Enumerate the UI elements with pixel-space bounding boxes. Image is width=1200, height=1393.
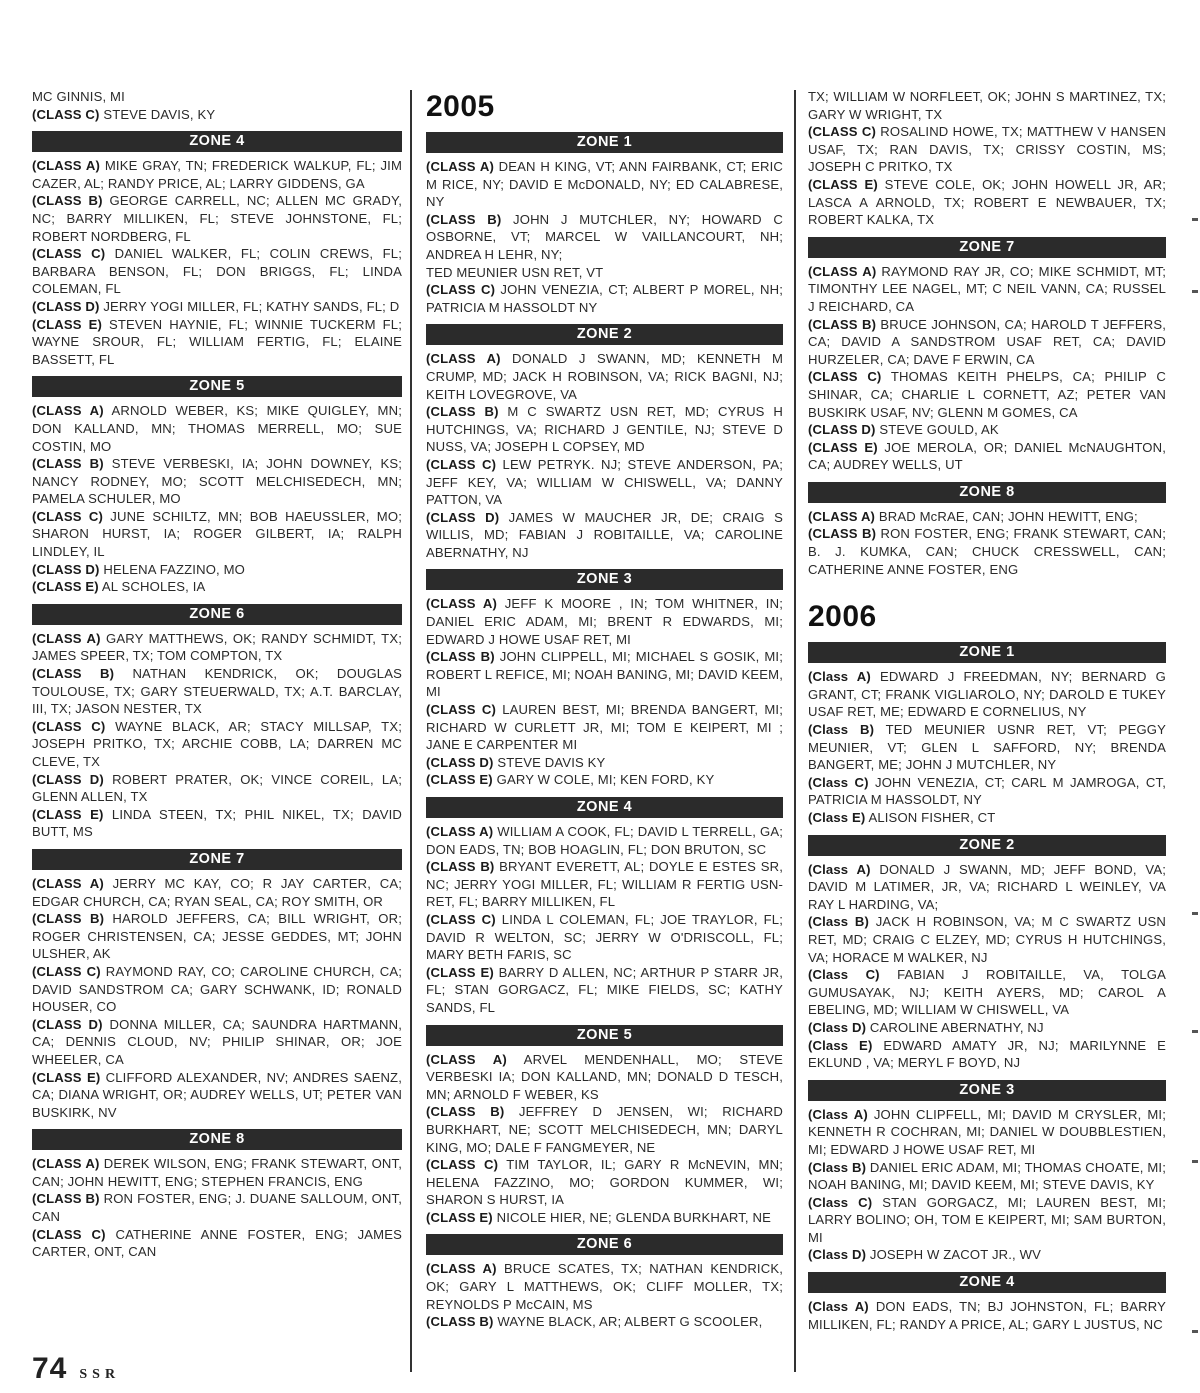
entry-text: DANIEL WALKER, FL; COLIN CREWS, FL; BARBARA BENSON, FL; DON BRIGGS, FL; LINDA COLEMAN, FL — [32, 246, 402, 297]
class-label: (Class E) — [808, 1037, 873, 1053]
zone-entries — [808, 1106, 1166, 1264]
entry — [426, 456, 783, 509]
class-label: (CLASS B) — [808, 316, 877, 332]
entry-text: TX; WILLIAM W NORFLEET, OK; JOHN S MARTINEZ, TX; GARY W WRIGHT, TX — [808, 89, 1166, 122]
class-label: (CLASS E) — [32, 806, 104, 822]
class-label: (CLASS C) — [32, 246, 106, 262]
scan-edge-mark — [1192, 290, 1198, 293]
zone-heading: ZONE 6 — [426, 1234, 783, 1255]
class-label: (Class D) — [808, 1019, 867, 1035]
entry — [426, 264, 783, 282]
entry — [32, 1155, 402, 1190]
entry-text: STEVEN HAYNIE, FL; WINNIE TUCKERM FL; WAYNE SROUR, FL; WILLIAM FERTIG, FL; ELAINE BASSETT, FL — [32, 316, 402, 367]
class-label: (Class E) — [808, 810, 866, 825]
class-label: (Class A) — [808, 1106, 868, 1122]
entry-text: DONALD J SWANN, MD; KENNETH M CRUMP, MD; JACK H ROBINSON, VA; RICK BAGNI, NJ; KEITH LOVEGROVE, VA — [426, 351, 783, 402]
entry — [32, 245, 402, 298]
class-label: (Class B) — [808, 914, 870, 930]
class-label: (CLASS E) — [808, 439, 878, 455]
class-label: (CLASS A) — [32, 875, 104, 891]
class-label: (CLASS E) — [32, 1069, 101, 1085]
entry-text: ARNOLD WEBER, KS; MIKE QUIGLEY, MN; DON KALLAND, MN; THOMAS MERRELL, MO; SUE COSTIN, MO — [32, 403, 402, 454]
entry-text: TED MEUNIER USNR RET, VT; PEGGY MEUNIER, VT; GLEN L SAFFORD, NY; BRENDA BANGERT, ME; JOHN J MUTCHLER, NY — [808, 722, 1167, 773]
zone-heading: ZONE 8 — [32, 1129, 402, 1150]
entry-text: AL SCHOLES, IA — [98, 579, 206, 595]
class-label: (CLASS A) — [426, 1261, 497, 1277]
entry — [32, 630, 402, 665]
entry — [32, 1190, 402, 1225]
class-label: (CLASS D) — [32, 1016, 103, 1032]
entry-text: JERRY MC KAY, CO; R JAY CARTER, CA; EDGAR CHURCH, CA; RYAN SEAL, CA; ROY SMITH, OR — [32, 875, 402, 909]
entry-text: LAUREN BEST, MI; BRENDA BANGERT, MI; RICHARD W CURLETT JR, MI; TOM E KEIPERT, MI ; JANE E CARPENTER MI — [426, 702, 783, 753]
entry — [808, 123, 1166, 176]
scan-edge-mark — [1192, 218, 1198, 221]
entry — [426, 158, 783, 211]
class-label: (CLASS C) — [32, 1226, 106, 1242]
year-heading: 2006 — [808, 600, 877, 634]
entry — [808, 1194, 1166, 1247]
class-label: (CLASS B) — [426, 211, 502, 227]
entry — [808, 88, 1166, 123]
class-label: (CLASS C) — [32, 508, 104, 524]
column-1 — [32, 88, 402, 1261]
zone-heading: ZONE 3 — [426, 569, 783, 590]
zone-heading: ZONE 1 — [426, 132, 783, 153]
entry — [426, 701, 783, 754]
entry — [426, 350, 783, 403]
entry — [32, 875, 402, 910]
entry-text: DANIEL ERIC ADAM, MI; THOMAS CHOATE, MI; NOAH BANING, MI; DAVID KEEM, MI; STEVE DAVIS, KY — [808, 1159, 1167, 1193]
entry — [426, 754, 783, 772]
entry — [808, 1246, 1166, 1264]
entry — [808, 966, 1166, 1019]
entry-text: RAYMOND RAY, CO; CAROLINE CHURCH, CA; DAVID SANDSTROM CA; GARY SCHWANK, ID; RONALD HOUSER, CO — [32, 963, 402, 1015]
entry-text: HELENA FAZZINO, MO — [99, 561, 245, 577]
class-label: (CLASS B) — [32, 666, 115, 682]
entry-text: GARY W COLE, MI; KEN FORD, KY — [492, 772, 715, 788]
entry-text: BRAD McRAE, CAN; JOHN HEWITT, ENG; — [875, 508, 1138, 524]
entry — [808, 525, 1166, 578]
entry-text: JUNE SCHILTZ, MN; BOB HAEUSSLER, MO; SHARON HURST, IA; ROGER GILBERT, IA; RALPH LINDLEY, IL — [32, 508, 402, 560]
entry-text: DEREK WILSON, ENG; FRANK STEWART, ONT, CAN; JOHN HEWITT, ENG; STEPHEN FRANCIS, ENG — [32, 1156, 402, 1189]
class-label: (CLASS A) — [808, 263, 877, 279]
class-label: (CLASS D) — [808, 422, 876, 438]
entry-text: NICOLE HIER, NE; GLENDA BURKHART, NE — [492, 1209, 771, 1225]
entry — [32, 298, 402, 316]
entry-text: ARVEL MENDENHALL, MO; STEVE VERBESKI IA; DON KALLAND, MN; DONALD D TESCH, MN; ARNOLD F WEBER, KS — [426, 1051, 783, 1102]
entry-text: JOE MEROLA, OR; DANIEL McNAUGHTON, CA; AUDREY WELLS, UT — [808, 439, 1166, 473]
entry-text: LINDA L COLEMAN, FL; JOE TRAYLOR, FL; DAVID R WELTON, SC; JERRY W O'DRISCOLL, FL; MARY BETH FARIS, SC — [426, 911, 783, 963]
class-label: (CLASS A) — [426, 1051, 507, 1067]
entry — [32, 88, 402, 106]
entry-text: GEORGE CARRELL, NC; ALLEN MC GRADY, NC; BARRY MILLIKEN, FL; STEVE JOHNSTONE, FL; ROBERT NORDBERG, FL — [32, 193, 402, 244]
entry — [426, 1103, 783, 1156]
class-label: (CLASS A) — [32, 1156, 100, 1172]
entry — [32, 1226, 402, 1261]
entry — [32, 665, 402, 718]
entry-text: BARRY D ALLEN, NC; ARTHUR P STARR JR, FL; STAN GORGACZ, FL; MIKE FIELDS, SC; KATHY SANDS, FL — [426, 964, 783, 1015]
zone-heading: ZONE 8 — [808, 482, 1166, 503]
entry — [32, 1069, 402, 1122]
zone-entries — [32, 630, 402, 841]
class-label: (Class A) — [808, 1299, 869, 1315]
class-label: (CLASS B) — [32, 456, 104, 472]
zone-heading: ZONE 4 — [426, 797, 783, 818]
entry — [32, 192, 402, 245]
zone-entries — [32, 1155, 402, 1261]
zone-heading: ZONE 4 — [32, 131, 402, 152]
column-3 — [808, 88, 1166, 1333]
class-label: (CLASS B) — [426, 859, 495, 875]
class-label: (CLASS A) — [426, 824, 494, 839]
entry — [808, 176, 1166, 229]
entry-text: JOHN J MUTCHLER, NY; HOWARD C OSBORNE, VT; MARCEL W VAILLANCOURT, NH; ANDREA H LEHR, NY; — [426, 211, 783, 262]
entry — [426, 1260, 783, 1313]
class-label: (CLASS B) — [32, 193, 103, 209]
entry — [32, 806, 402, 841]
class-label: (Class B) — [808, 722, 875, 738]
class-label: (CLASS B) — [426, 649, 495, 665]
zone-heading: ZONE 6 — [32, 604, 402, 625]
page-footer — [32, 1352, 120, 1386]
entry — [808, 316, 1166, 369]
entry — [808, 1019, 1166, 1037]
entry — [32, 455, 402, 508]
entry — [426, 281, 783, 316]
entry-text: JEFF K MOORE , IN; TOM WHITNER, IN; DANIEL ERIC ADAM, MI; BRENT R EDWARDS, MI; EDWARD J HOWE USAF RET, MI — [426, 596, 783, 647]
entry-text: JOSEPH W ZACOT JR., WV — [866, 1247, 1041, 1263]
class-label: (CLASS B) — [426, 1314, 494, 1330]
zone-entries — [426, 1260, 783, 1330]
class-label: (CLASS A) — [32, 403, 104, 419]
entry — [426, 211, 783, 264]
entry-text: LEW PETRYK. NJ; STEVE ANDERSON, PA; JEFF KEY, VA; WILLIAM W CHISWELL, VA; DANNY PATTON, VA — [426, 456, 784, 508]
entry — [32, 402, 402, 455]
zone-list — [808, 642, 1166, 1333]
class-label: (CLASS A) — [426, 596, 497, 612]
zone-heading: ZONE 7 — [32, 849, 402, 870]
class-label: (Class B) — [808, 1159, 867, 1175]
entry-text: JOHN CLIPFELL, MI; DAVID M CRYSLER, MI; KENNETH R COCHRAN, MI; DANIEL W DOUBBLESTIEN, MI; EDWARD J HOWE USAF RET, MI — [808, 1106, 1166, 1157]
entry-text: NATHAN KENDRICK, OK; DOUGLAS TOULOUSE, TX; GARY STEUERWALD, TX; A.T. BARCLAY, III, TX; JASON NESTER, TX — [32, 666, 402, 717]
scan-edge-mark — [1192, 1330, 1198, 1333]
class-label: (CLASS A) — [32, 158, 101, 174]
entry-text: ROBERT PRATER, OK; VINCE COREIL, LA; GLENN ALLEN, TX — [32, 771, 402, 805]
entry — [32, 718, 402, 771]
entry-text: JACK H ROBINSON, VA; M C SWARTZ USN RET, MD; CRAIG C ELZEY, MD; CYRUS H HUTCHINGS, VA; HORACE M WALKER, NJ — [808, 914, 1166, 965]
entry-text: THOMAS KEITH PHELPS, CA; PHILIP C SHINAR, CA; CHARLIE L CORNETT, AZ; PETER VAN BUSKIRK USAF, NV; GLENN M GOMES, CA — [808, 369, 1166, 420]
entry-text: STEVE COLE, OK; JOHN HOWELL JR, AR; LASCA A ARNOLD, TX; ROBERT E NEWBAUER, TX; ROBERT KALKA, TX — [808, 176, 1166, 228]
entry — [808, 508, 1166, 526]
entry — [32, 1016, 402, 1069]
entry — [426, 1156, 783, 1209]
zone-entries — [426, 823, 783, 1017]
entry — [426, 1313, 783, 1331]
entry — [426, 648, 783, 701]
entry-text: JOHN VENEZIA, CT; ALBERT P MOREL, NH; PATRICIA M HASSOLDT NY — [426, 282, 783, 315]
entry-text: MIKE GRAY, TN; FREDERICK WALKUP, FL; JIM CAZER, AL; RANDY PRICE, AL; LARRY GIDDENS, GA — [32, 158, 403, 191]
zone-entries — [426, 158, 783, 316]
class-label: (CLASS E) — [426, 964, 494, 980]
magazine-name: SSR — [79, 1367, 121, 1382]
entry — [32, 157, 402, 192]
entry — [32, 963, 402, 1016]
class-label: (CLASS A) — [808, 508, 876, 524]
entry — [426, 964, 783, 1017]
entry — [426, 403, 783, 456]
zone-entries — [32, 402, 402, 596]
class-label: (CLASS C) — [426, 282, 496, 298]
zone-entries — [808, 1298, 1166, 1333]
entry-text: JEFFREY D JENSEN, WI; RICHARD BURKHART, NE; SCOTT MELCHISEDECH, MN; DARYL KING, MO; DALE F FANGMEYER, NE — [426, 1104, 783, 1155]
entry-text: BRUCE SCATES, TX; NATHAN KENDRICK, OK; GARY L MATTHEWS, OK; CLIFF MOLLER, TX; REYNOLDS P McCAIN, MS — [426, 1261, 783, 1312]
entry-text: GARY MATTHEWS, OK; RANDY SCHMIDT, TX; JAMES SPEER, TX; TOM COMPTON, TX — [32, 630, 402, 664]
entry-text: DEAN H KING, VT; ANN FAIRBANK, CT; ERIC M RICE, NY; DAVID E McDONALD, NY; ED CALABRESE, NY — [426, 159, 783, 210]
zone-heading: ZONE 4 — [808, 1272, 1166, 1293]
class-label: (CLASS E) — [426, 772, 493, 788]
class-label: (CLASS D) — [426, 754, 494, 770]
class-label: (CLASS B) — [426, 404, 499, 420]
entry — [426, 509, 783, 562]
entry-text: LINDA STEEN, TX; PHIL NIKEL, TX; DAVID BUTT, MS — [32, 806, 402, 840]
scan-edge-mark — [1192, 1160, 1198, 1163]
page-number: 74 — [32, 1352, 68, 1385]
entry-text: MC GINNIS, MI — [32, 89, 125, 104]
zone-heading: ZONE 2 — [808, 835, 1166, 856]
entry — [808, 439, 1166, 474]
entry-text: JOHN VENEZIA, CT; CARL M JAMROGA, CT, PATRICIA M HASSOLDT, NY — [808, 774, 1166, 808]
zone-heading: ZONE 1 — [808, 642, 1166, 663]
class-label: (CLASS E) — [32, 316, 102, 332]
class-label: (Class A) — [808, 861, 871, 877]
zone-entries — [426, 350, 783, 561]
class-label: (CLASS C) — [426, 702, 496, 718]
class-label: (CLASS C) — [808, 124, 877, 140]
entry-text: HAROLD JEFFERS, CA; BILL WRIGHT, OR; ROGER CHRISTENSEN, CA; JESSE GEDDES, MT; JOHN ULSHER, AK — [32, 911, 402, 962]
entry — [32, 106, 402, 124]
zone-entries — [426, 595, 783, 789]
class-label: (CLASS C) — [32, 718, 106, 734]
zone-entries — [808, 263, 1166, 474]
entry — [32, 771, 402, 806]
entry-text: JAMES W MAUCHER JR, DE; CRAIG S WILLIS, MD; FABIAN J ROBITAILLE, VA; CAROLINE ABERNATHY, NJ — [426, 509, 783, 560]
entry — [32, 578, 402, 596]
entry-text: DON EADS, TN; BJ JOHNSTON, FL; BARRY MILLIKEN, FL; RANDY A PRICE, AL; GARY L JUSTUS, NC — [808, 1299, 1166, 1332]
zone-list — [808, 237, 1166, 579]
zone-entries — [808, 861, 1166, 1072]
entry-text: EDWARD J FREEDMAN, NY; BERNARD G GRANT, CT; FRANK VIGLIAROLO, NY; DAROLD E TUKEY USAF RET, ME; EDWARD E CORNELIUS, NY — [808, 669, 1167, 720]
class-label: (CLASS C) — [32, 963, 101, 979]
entry-text: ROSALIND HOWE, TX; MATTHEW V HANSEN USAF, TX; RAN DAVIS, TX; CRISSY COSTIN, MS; JOSEPH C PRITKO, TX — [808, 124, 1166, 175]
entry — [808, 861, 1166, 914]
class-label: (CLASS E) — [808, 176, 878, 192]
entry-text: TIM TAYLOR, IL; GARY R McNEVIN, MN; HELENA FAZZINO, MO; GORDON KUMMER, WI; SHARON S HURST, IA — [426, 1157, 784, 1208]
entry-text: BRUCE JOHNSON, CA; HAROLD T JEFFERS, CA; DAVID A SANDSTROM USAF RET, CA; DAVID HURZELER, CA; DAVE F ERWIN, CA — [808, 316, 1166, 367]
zone-entries — [32, 875, 402, 1121]
column-rule-left — [410, 90, 412, 1372]
entry-text: STEVE VERBESKI, IA; JOHN DOWNEY, KS; NANCY RODNEY, MO; SCOTT MELCHISEDECH, MN; PAMELA SCHULER, MO — [32, 456, 402, 507]
zone-heading: ZONE 5 — [426, 1025, 783, 1046]
entry — [808, 1298, 1166, 1333]
entry-text: ALISON FISHER, CT — [865, 810, 996, 825]
class-label: (CLASS A) — [32, 630, 101, 646]
entry — [32, 910, 402, 963]
entry-text: M C SWARTZ USN RET, MD; CYRUS H HUTCHINGS, VA; RICHARD J GENTILE, NJ; STEVE D NUSS, VA; JOSEPH L COPSEY, MD — [426, 404, 783, 455]
entry-text: STAN GORGACZ, MI; LAUREN BEST, MI; LARRY BOLINO; OH, TOM E KEIPERT, MI; SAM BURTON, MI — [808, 1194, 1167, 1245]
entry-text: DONALD J SWANN, MD; JEFF BOND, VA; DAVID M LATIMER, JR, VA; RICHARD L WEINLEY, VA RAY L HARDING, VA; — [808, 861, 1166, 912]
entry-text: BRYANT EVERETT, AL; DOYLE E ESTES SR, NC; JERRY YOGI MILLER, FL; WILLIAM R FERTIG USN-RET, FL; BARRY MILLIKEN, FL — [426, 859, 783, 910]
entry — [426, 771, 783, 789]
entry — [808, 1106, 1166, 1159]
entry — [808, 809, 1166, 827]
class-label: (CLASS C) — [32, 106, 100, 122]
scan-edge-mark — [1192, 912, 1198, 915]
entry-text: WAYNE BLACK, AR; STACY MILLSAP, TX; JOSEPH PRITKO, TX; ARCHIE COBB, LA; DARREN MC CLEVE, TX — [32, 718, 402, 769]
entry — [426, 1209, 783, 1227]
entry-text: EDWARD AMATY JR, NJ; MARILYNNE E EKLUND , VA; MERYL F BOYD, NJ — [808, 1037, 1166, 1071]
zone-list — [32, 131, 402, 1261]
zone-entries — [426, 1051, 783, 1227]
entry — [808, 421, 1166, 439]
zone-entries — [808, 508, 1166, 578]
class-label: (CLASS C) — [426, 1157, 499, 1173]
entry — [808, 668, 1166, 721]
entry-text: RON FOSTER, ENG; J. DUANE SALLOUM, ONT, CAN — [32, 1191, 402, 1225]
zone-heading: ZONE 7 — [808, 237, 1166, 258]
entry-text: STEVE DAVIS, KY — [99, 106, 216, 122]
entry — [426, 595, 783, 648]
class-label: (CLASS E) — [426, 1209, 493, 1225]
scan-edge-mark — [1192, 1030, 1198, 1033]
zone-list — [426, 132, 783, 1331]
entry-text: STEVE DAVIS KY — [493, 754, 606, 770]
entry — [426, 823, 783, 858]
entry-text: RON FOSTER, ENG; FRANK STEWART, CAN; B. J. KUMKA, CAN; CHUCK CRESSWELL, CAN; CATHERINE ANNE FOSTER, ENG — [808, 526, 1166, 577]
class-label: (CLASS B) — [32, 911, 105, 927]
class-label: (Class D) — [808, 1247, 867, 1263]
column-2 — [426, 88, 783, 1331]
entry — [32, 508, 402, 561]
entry-text: JERRY YOGI MILLER, FL; KATHY SANDS, FL; D — [99, 298, 400, 314]
entry — [808, 1037, 1166, 1072]
class-label: (Class C) — [808, 1194, 873, 1210]
entry — [426, 858, 783, 911]
class-label: (CLASS D) — [426, 509, 500, 525]
entry-text: CATHERINE ANNE FOSTER, ENG; JAMES CARTER, ONT, CAN — [32, 1226, 402, 1260]
entry — [808, 774, 1166, 809]
entry-text: STEVE GOULD, AK — [875, 422, 999, 438]
class-label: (CLASS D) — [32, 298, 100, 314]
entry — [808, 913, 1166, 966]
entry-text: CLIFFORD ALEXANDER, NV; ANDRES SAENZ, CA; DIANA WRIGHT, OR; AUDREY WELLS, UT; PETER VAN BUSKIRK, NV — [32, 1069, 402, 1120]
class-label: (CLASS A) — [426, 351, 501, 367]
entry — [426, 1051, 783, 1104]
class-label: (CLASS A) — [426, 159, 494, 174]
class-label: (CLASS C) — [426, 911, 496, 927]
class-label: (Class C) — [808, 774, 869, 790]
class-label: (CLASS C) — [808, 369, 882, 385]
zone-heading: ZONE 3 — [808, 1080, 1166, 1101]
entry — [32, 561, 402, 579]
class-label: (CLASS C) — [426, 456, 497, 472]
year-heading: 2005 — [426, 90, 495, 123]
zone-entries — [32, 157, 402, 368]
lead-entries — [808, 88, 1166, 229]
class-label: (CLASS B) — [808, 526, 877, 542]
entry-text: DONNA MILLER, CA; SAUNDRA HARTMANN, CA; DENNIS CLOUD, NV; PHILIP SHINAR, OR; JOE WHEELER, CA — [32, 1016, 402, 1067]
class-label: (CLASS B) — [426, 1104, 505, 1120]
zone-heading: ZONE 5 — [32, 376, 402, 397]
entry — [32, 316, 402, 369]
column-rule-right — [794, 90, 796, 1372]
entry — [808, 721, 1166, 774]
entry — [426, 911, 783, 964]
entry-text: WILLIAM A COOK, FL; DAVID L TERRELL, GA; DON EADS, TN; BOB HOAGLIN, FL; DON BRUTON, SC — [426, 824, 783, 857]
class-label: (Class A) — [808, 669, 871, 685]
zone-entries — [808, 668, 1166, 826]
zone-heading: ZONE 2 — [426, 324, 783, 345]
entry-text: RAYMOND RAY JR, CO; MIKE SCHMIDT, MT; TIMONTHY LEE NAGEL, MT; C NEIL VANN, CA; RUSSEL J REICHARD, CA — [808, 263, 1166, 314]
entry-text: FABIAN J ROBITAILLE, VA, TOLGA GUMUSAYAK, NJ; KEITH AYERS, MD; CAROL A EBELING, MD; WILLIAM W CHISWELL, VA — [808, 967, 1167, 1018]
class-label: (CLASS E) — [32, 579, 99, 595]
class-label: (Class C) — [808, 967, 880, 983]
entry-text: CAROLINE ABERNATHY, NJ — [866, 1019, 1044, 1035]
entry — [808, 368, 1166, 421]
entry-text: TED MEUNIER USN RET, VT — [426, 264, 604, 280]
lead-entries — [32, 88, 402, 123]
entry — [808, 1159, 1166, 1194]
entry-text: WAYNE BLACK, AR; ALBERT G SCOOLER, — [493, 1314, 763, 1330]
class-label: (CLASS D) — [32, 771, 104, 787]
entry — [808, 263, 1166, 316]
entry-text: JOHN CLIPPELL, MI; MICHAEL S GOSIK, MI; ROBERT L REFICE, MI; NOAH BANING, MI; DAVID KEEM, MI — [426, 649, 783, 700]
class-label: (CLASS D) — [32, 561, 100, 577]
class-label: (CLASS B) — [32, 1191, 100, 1207]
